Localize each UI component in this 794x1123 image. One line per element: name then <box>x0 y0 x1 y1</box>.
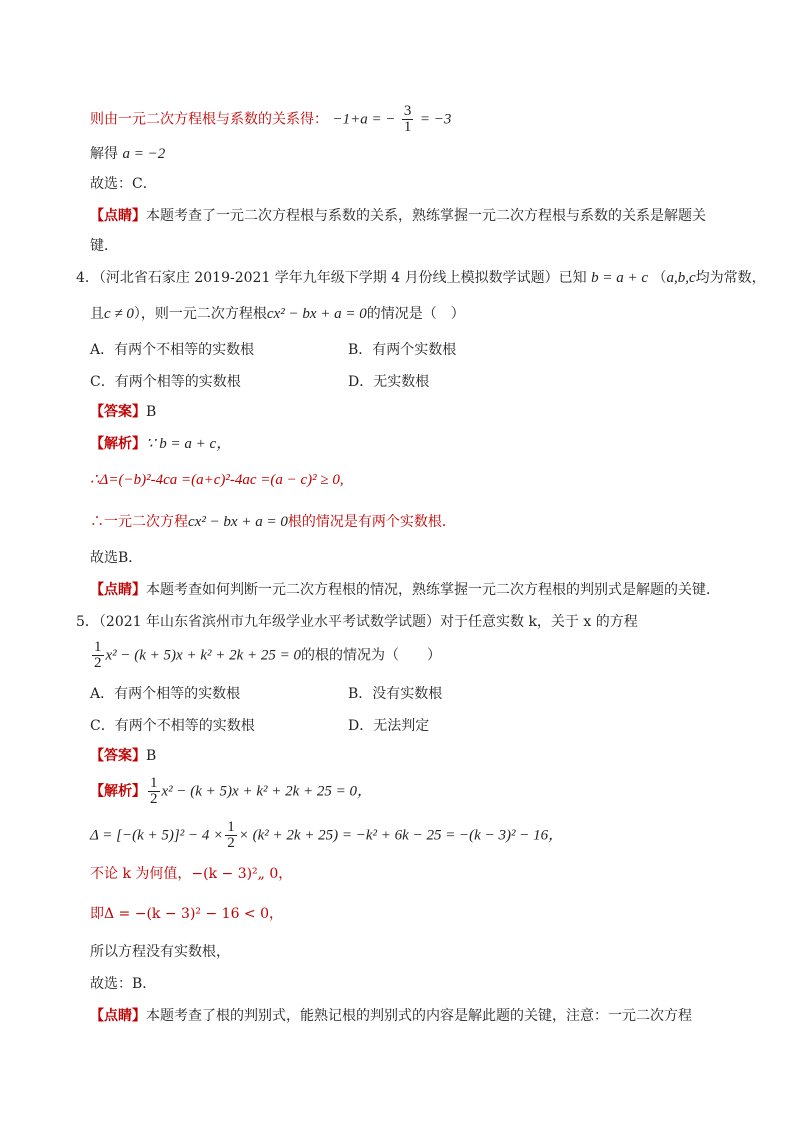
q5-option-c: C．有两个不相等的实数根 <box>90 718 255 734</box>
q3-relation-math-b: = −3 <box>419 111 452 128</box>
q3-fraction <box>402 104 414 135</box>
q5-option-a: A．有两个相等的实数根 <box>90 686 241 702</box>
q5-analysis2-half-denominator: 2 <box>227 835 235 851</box>
q5-point <box>90 1006 692 1026</box>
q5-stem-line2 <box>90 640 441 671</box>
q4-analysis-line3 <box>90 512 456 532</box>
q3-solve-line <box>90 144 165 164</box>
q3-fraction-denominator: 1 <box>403 119 412 135</box>
q5-analysis-line3 <box>90 864 292 884</box>
q5-analysis-line5: 所以方程没有实数根， <box>90 944 230 960</box>
q5-half-denominator: 2 <box>94 655 102 671</box>
q4-stem-line1 <box>76 268 766 288</box>
q4-analysis1: ∵ b = a + c， <box>146 436 232 452</box>
q5-number: 5． <box>76 614 99 630</box>
q5-analysis-line4 <box>90 904 283 924</box>
q4-stem-end: 均为常数， <box>695 270 766 286</box>
q4-analysis-tag: 【解析】 <box>90 436 146 452</box>
q4-stem-math2: a,b,c <box>666 270 696 286</box>
q5-analysis2-half-fraction <box>225 820 237 851</box>
q4-stem-line2 <box>90 304 465 324</box>
q3-point-text-cont: 键． <box>90 238 118 254</box>
q4-answer-tag: 【答案】 <box>90 404 146 420</box>
q5-analysis-half-denominator: 2 <box>150 791 158 807</box>
q5-analysis2-b: × (k² + 2k + 25) = −k² + 6k − 25 = −(k − 3)² − 16， <box>238 827 564 844</box>
q5-answer-value: B <box>146 748 157 764</box>
q3-choose: 故选：C． <box>90 176 157 192</box>
q4-option-c: C．有两个相等的实数根 <box>90 374 241 390</box>
q3-point <box>90 206 706 226</box>
q4-point <box>90 580 720 600</box>
q5-half-numerator: 1 <box>94 639 102 655</box>
q5-option-b: B．没有实数根 <box>348 686 443 702</box>
q5-analysis2-a: Δ = [−(k + 5)]² − 4 × <box>90 827 224 844</box>
q5-half-fraction <box>92 640 104 671</box>
q4-analysis2: ∴Δ=(−b)²-4ca =(a+c)²-4ac =(a − c)² ≥ 0, <box>90 472 344 488</box>
q5-analysis-line1 <box>90 776 372 807</box>
q4-analysis-line2 <box>90 470 344 490</box>
q4-options-row2 <box>90 372 430 392</box>
q3-fraction-numerator: 3 <box>403 103 412 119</box>
q5-stem-math: x² − (k + 5)x + k² + 2k + 25 = 0 <box>105 647 302 664</box>
q4-analysis3-a: ∴一元二次方程 <box>90 514 188 530</box>
q4-stem-paren: （ <box>652 270 667 286</box>
q4-stem-source: （河北省石家庄 2019-2021 学年九年级下学期 4 月份线上模拟数学试题）已知 <box>98 270 587 286</box>
q5-analysis-half-numerator: 1 <box>150 775 158 791</box>
q4-stem-math: b = a + c <box>591 270 648 286</box>
q5-choose: 故选：B． <box>90 976 157 992</box>
q4-point-tag: 【点睛】 <box>90 582 146 598</box>
q4-point-text: 本题考查如何判断一元二次方程根的情况，熟练掌握一元二次方程根的判别式是解题的关键． <box>146 582 720 598</box>
q5-analysis4: 即Δ = −(k − 3)² − 16 < 0， <box>90 906 284 922</box>
q4-stem2-b: ），则一元二次方程根 <box>133 306 267 322</box>
q4-analysis3-math: cx² − bx + a = 0 <box>188 514 288 530</box>
q3-point-text: 本题考查了一元二次方程根与系数的关系，熟练掌握一元二次方程根与系数的关系是解题关 <box>146 208 706 224</box>
q4-analysis-line1 <box>90 434 231 454</box>
q3-relation-text: 则由一元二次方程根与系数的关系得： <box>90 111 328 128</box>
q4-options-row1 <box>90 340 457 360</box>
q4-option-a: A．有两个不相等的实数根 <box>90 342 255 358</box>
q5-stem-end: 的根的情况为（ ） <box>301 647 442 664</box>
q5-options-row2 <box>90 716 430 736</box>
q5-analysis1-math: x² − (k + 5)x + k² + 2k + 25 = 0， <box>161 783 373 800</box>
q4-answer-value: B <box>146 404 157 420</box>
q4-stem2-math2: cx² − bx + a = 0 <box>266 306 367 322</box>
q4-option-d: D．无实数根 <box>348 374 430 390</box>
q5-analysis3: 不论 k 为何值，−(k − 3)²„ 0， <box>90 866 293 882</box>
q5-options-row1 <box>90 684 443 704</box>
q5-analysis-tag: 【解析】 <box>90 783 146 800</box>
q5-analysis-line2 <box>90 820 563 851</box>
q5-point-text: 本题考查了根的判别式，能熟记根的判别式的内容是解此题的关键，注意：一元二次方程 <box>146 1008 692 1024</box>
q4-choose: 故选B． <box>90 550 143 566</box>
q5-answer-tag: 【答案】 <box>90 748 146 764</box>
q4-number: 4． <box>76 270 99 286</box>
q5-option-d: D．无法判定 <box>348 718 430 734</box>
q4-stem2-a: 且 <box>90 306 104 322</box>
q5-stem-source: （2021 年山东省滨州市九年级学业水平考试数学试题）对于任意实数 k，关于 x 的方程 <box>98 614 638 630</box>
q3-solve-math: a = −2 <box>122 146 166 162</box>
q5-analysis2-half-numerator: 1 <box>227 819 235 835</box>
q3-relation-line <box>90 104 451 135</box>
q4-stem2-c: 的情况是（ ） <box>366 306 465 322</box>
q5-stem-line1 <box>76 612 638 632</box>
q5-answer <box>90 746 156 766</box>
q4-answer <box>90 402 156 422</box>
q3-solve-text: 解得 <box>90 146 118 162</box>
q4-stem2-math: c ≠ 0 <box>104 306 134 322</box>
q3-point-tag: 【点睛】 <box>90 208 146 224</box>
q4-option-b: B．有两个实数根 <box>348 342 457 358</box>
q5-point-tag: 【点睛】 <box>90 1008 146 1024</box>
q4-analysis3-b: 根的情况是有两个实数根． <box>287 514 456 530</box>
q3-relation-math-a: −1+a = − <box>332 111 396 128</box>
q5-analysis-half-fraction <box>148 776 160 807</box>
